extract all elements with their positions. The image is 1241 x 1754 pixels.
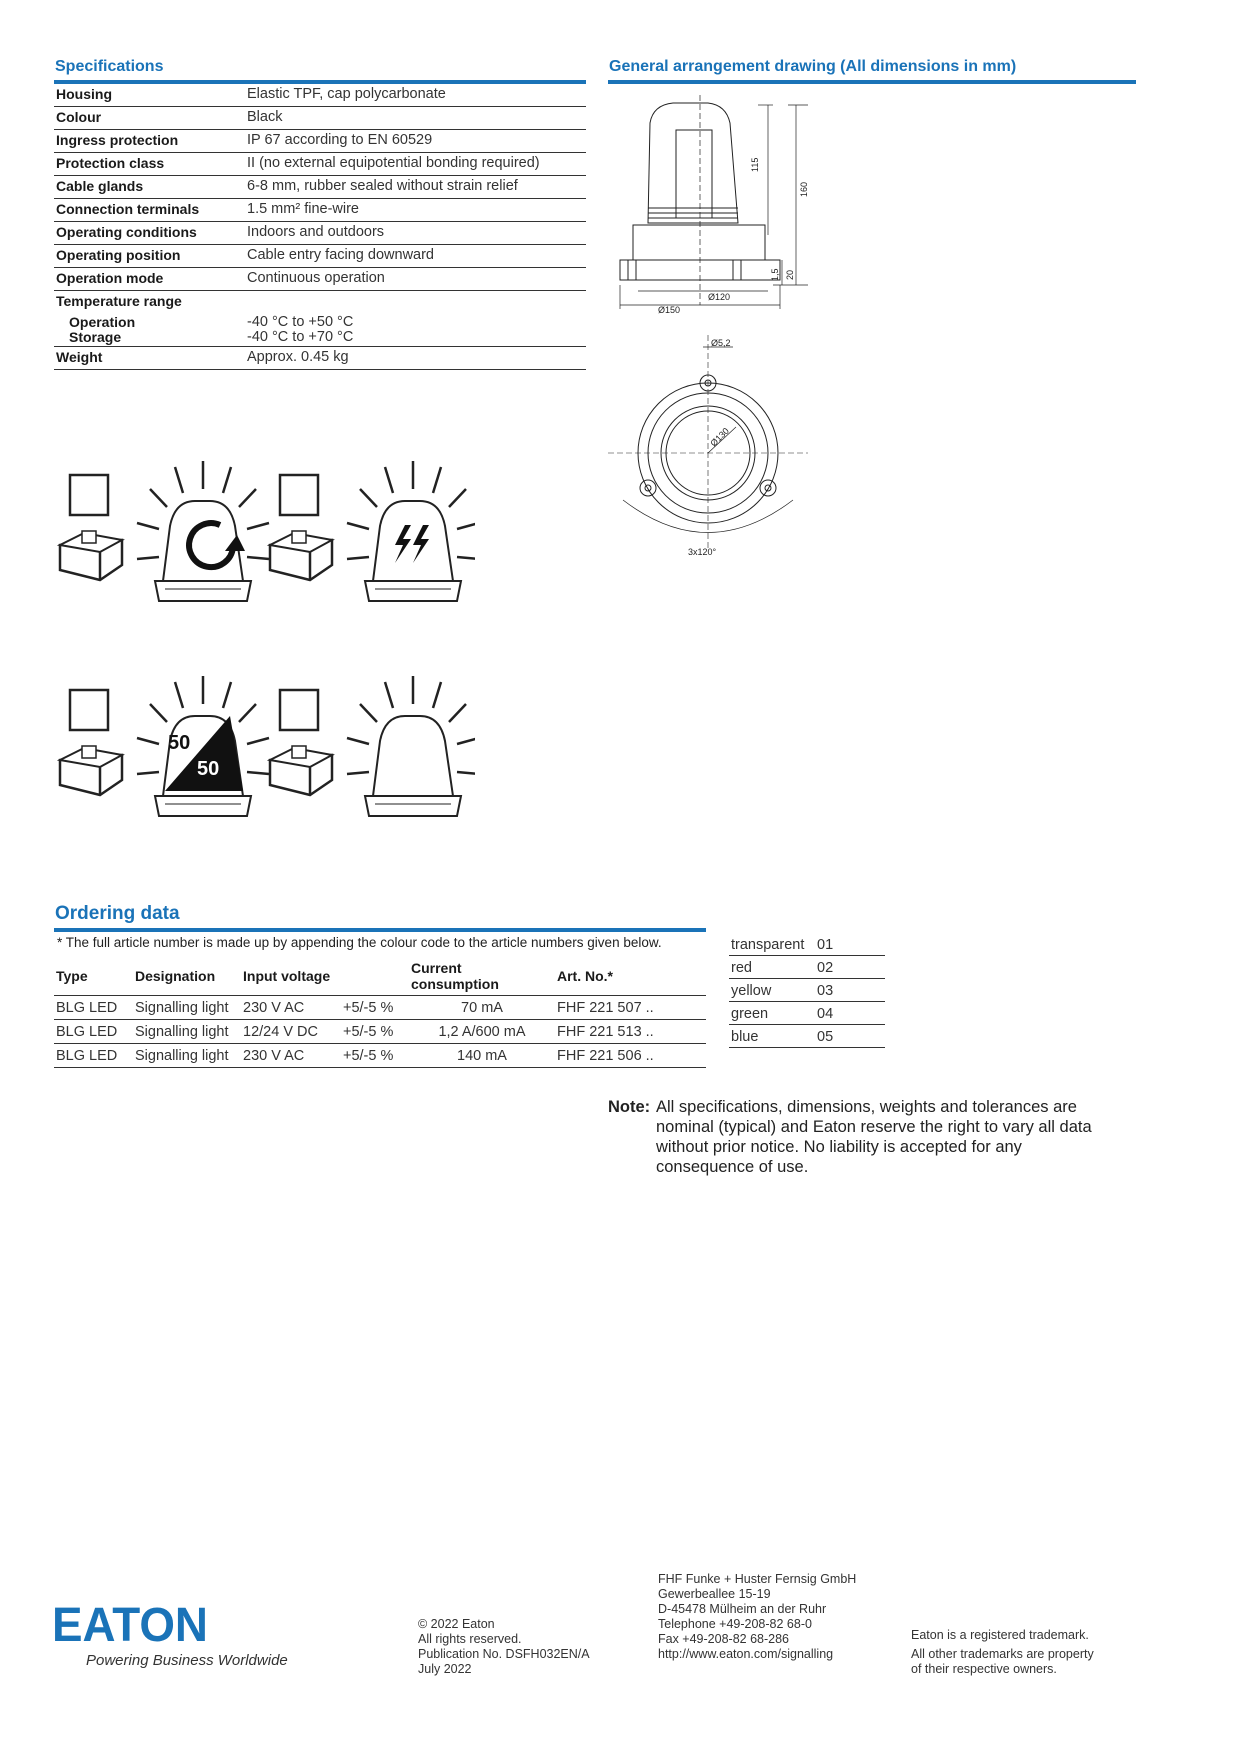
publication-line: Publication No. DSFH032EN/A: [418, 1647, 590, 1661]
col-tolerance: [341, 957, 409, 996]
colour-code: 05: [815, 1025, 885, 1048]
cell-current: 140 mA: [409, 1044, 555, 1068]
spec-label: Housing: [54, 84, 245, 107]
colour-name: red: [729, 956, 815, 979]
spec-label: Connection terminals: [54, 199, 245, 222]
label-50-bottom: 50: [197, 758, 220, 780]
cell-input-voltage: 230 V AC: [241, 1044, 341, 1068]
company-line: FHF Funke + Huster Fernsig GmbH: [658, 1572, 857, 1586]
dim-1-5: 1,5: [770, 268, 780, 281]
spec-label: Operating conditions: [54, 222, 245, 245]
note-text: All specifications, dimensions, weights and tolerances are nominal (typical) and Eaton reserve the right to vary all data without prior notice. No liability is accepted for any consequence of use.: [656, 1098, 1092, 1176]
cell-designation: Signalling light: [133, 996, 241, 1020]
spec-value: Cable entry facing downward: [245, 245, 586, 268]
website-link[interactable]: http://www.eaton.com/signalling: [658, 1647, 834, 1661]
weight-label: Weight: [54, 347, 245, 370]
storage-label: Storage: [69, 329, 122, 345]
col-input-voltage: Input voltage: [241, 957, 341, 996]
specifications-table: [54, 84, 586, 370]
col-type: Type: [54, 957, 133, 996]
ordering-row: [54, 1020, 706, 1044]
spec-row-temperature: [54, 291, 586, 314]
temperature-sub-values: [245, 313, 586, 347]
cell-art-no: FHF 221 506 ..: [555, 1044, 706, 1068]
ordering-header-row: [54, 957, 706, 996]
specifications-title: Specifications: [55, 58, 164, 75]
cell-type: BLG LED: [54, 1044, 133, 1068]
spec-row: [54, 84, 586, 107]
colour-code-table: [729, 933, 885, 1048]
spec-row: [54, 153, 586, 176]
spec-row-weight: [54, 347, 586, 370]
cell-tolerance: +5/-5 %: [341, 1044, 409, 1068]
ordering-title: Ordering data: [55, 903, 180, 924]
cell-tolerance: +5/-5 %: [341, 996, 409, 1020]
spec-row-temperature-values: [54, 313, 586, 347]
colour-name: blue: [729, 1025, 815, 1048]
operation-value: -40 °C to +50 °C: [247, 314, 354, 330]
cell-tolerance: +5/-5 %: [341, 1020, 409, 1044]
spec-label: Protection class: [54, 153, 245, 176]
cell-art-no: FHF 221 513 ..: [555, 1020, 706, 1044]
telephone-line: Telephone +49-208-82 68-0: [658, 1617, 812, 1631]
spec-value: Black: [245, 107, 586, 130]
cell-designation: Signalling light: [133, 1044, 241, 1068]
spec-row: [54, 176, 586, 199]
colour-code: 04: [815, 1002, 885, 1025]
colour-row: [729, 979, 885, 1002]
colour-row: [729, 956, 885, 979]
colour-name: green: [729, 1002, 815, 1025]
weight-value: Approx. 0.45 kg: [245, 347, 586, 370]
col-art-no: Art. No.*: [555, 957, 706, 996]
dim-3x120: 3x120°: [688, 547, 717, 557]
colour-code: 01: [815, 933, 885, 956]
dim-115: 115: [750, 157, 760, 172]
spec-row: [54, 222, 586, 245]
dim-130: Ø130: [708, 425, 731, 449]
cell-current: 1,2 A/600 mA: [409, 1020, 555, 1044]
spec-row: [54, 130, 586, 153]
spec-value: 6-8 mm, rubber sealed without strain relief: [245, 176, 586, 199]
ordering-table: [54, 957, 706, 1068]
mode-pictograms: [55, 455, 475, 830]
spec-row: [54, 268, 586, 291]
colour-row: [729, 1025, 885, 1048]
cell-current: 70 mA: [409, 996, 555, 1020]
steady-light-icon: [270, 676, 475, 816]
cell-art-no: FHF 221 507 ..: [555, 996, 706, 1020]
fax-line: Fax +49-208-82 68-286: [658, 1632, 789, 1646]
cell-type: BLG LED: [54, 1020, 133, 1044]
cell-type: BLG LED: [54, 996, 133, 1020]
note-label: Note:: [608, 1098, 651, 1116]
colour-row: [729, 1002, 885, 1025]
address-block: [658, 1572, 856, 1662]
temperature-empty: [245, 291, 586, 314]
colour-code: 03: [815, 979, 885, 1002]
dim-150: Ø150: [658, 305, 681, 315]
dim-20: 20: [785, 269, 795, 280]
spec-row: [54, 107, 586, 130]
spec-label: Ingress protection: [54, 130, 245, 153]
side-view-drawing: [608, 95, 838, 320]
dim-160: 160: [799, 181, 809, 197]
eaton-tagline: Powering Business Worldwide: [86, 1652, 288, 1669]
spec-label: Operating position: [54, 245, 245, 268]
colour-name: yellow: [729, 979, 815, 1002]
trademark-line-3: of their respective owners.: [911, 1662, 1057, 1676]
ordering-footnote: * The full article number is made up by appending the colour code to the article numbers given below.: [57, 935, 662, 950]
cell-input-voltage: 12/24 V DC: [241, 1020, 341, 1044]
spec-value: Continuous operation: [245, 268, 586, 291]
street-line: Gewerbeallee 15-19: [658, 1587, 771, 1601]
ordering-row: [54, 996, 706, 1020]
trademark-block: [911, 1628, 1094, 1677]
temperature-sub-labels: [54, 313, 245, 347]
spec-value: 1.5 mm² fine-wire: [245, 199, 586, 222]
date-line: July 2022: [418, 1662, 472, 1676]
trademark-line-2: All other trademarks are property: [911, 1647, 1094, 1661]
spec-label: Operation mode: [54, 268, 245, 291]
spec-label: Cable glands: [54, 176, 245, 199]
spec-value: Indoors and outdoors: [245, 222, 586, 245]
city-line: D-45478 Mülheim an der Ruhr: [658, 1602, 827, 1616]
colour-code: 02: [815, 956, 885, 979]
spec-row: [54, 199, 586, 222]
trademark-line: Eaton is a registered trademark.: [911, 1628, 1089, 1642]
copyright-block: [418, 1617, 590, 1677]
cell-designation: Signalling light: [133, 1020, 241, 1044]
colour-row: [729, 933, 885, 956]
colour-name: transparent: [729, 933, 815, 956]
cell-input-voltage: 230 V AC: [241, 996, 341, 1020]
spec-value: II (no external equipotential bonding required): [245, 153, 586, 176]
operation-label: Operation: [69, 314, 136, 330]
top-view-drawing: [608, 335, 808, 560]
spec-value: IP 67 according to EN 60529: [245, 130, 586, 153]
ordering-row: [54, 1044, 706, 1068]
rotating-light-icon: [60, 461, 269, 601]
logo-text: EATON: [52, 1603, 208, 1645]
drawing-rule: [608, 80, 1136, 84]
col-current: Current consumption: [409, 957, 555, 996]
copyright-line: © 2022 Eaton: [418, 1617, 495, 1631]
label-50-top: 50: [168, 732, 191, 754]
alternating-50-50-icon: [60, 676, 269, 816]
ordering-rule: [54, 928, 706, 932]
spec-value: Elastic TPF, cap polycarbonate: [245, 84, 586, 107]
spec-row: [54, 245, 586, 268]
dim-5-2: Ø5,2: [711, 338, 731, 348]
storage-value: -40 °C to +70 °C: [247, 329, 354, 345]
col-designation: Designation: [133, 957, 241, 996]
dim-120: Ø120: [708, 292, 731, 302]
temperature-label: Temperature range: [56, 293, 182, 309]
spec-label: Colour: [54, 107, 245, 130]
rights-line: All rights reserved.: [418, 1632, 522, 1646]
flash-light-icon: [270, 461, 475, 601]
eaton-logo: [52, 1603, 212, 1645]
drawing-title: General arrangement drawing (All dimensions in mm): [609, 58, 1017, 75]
